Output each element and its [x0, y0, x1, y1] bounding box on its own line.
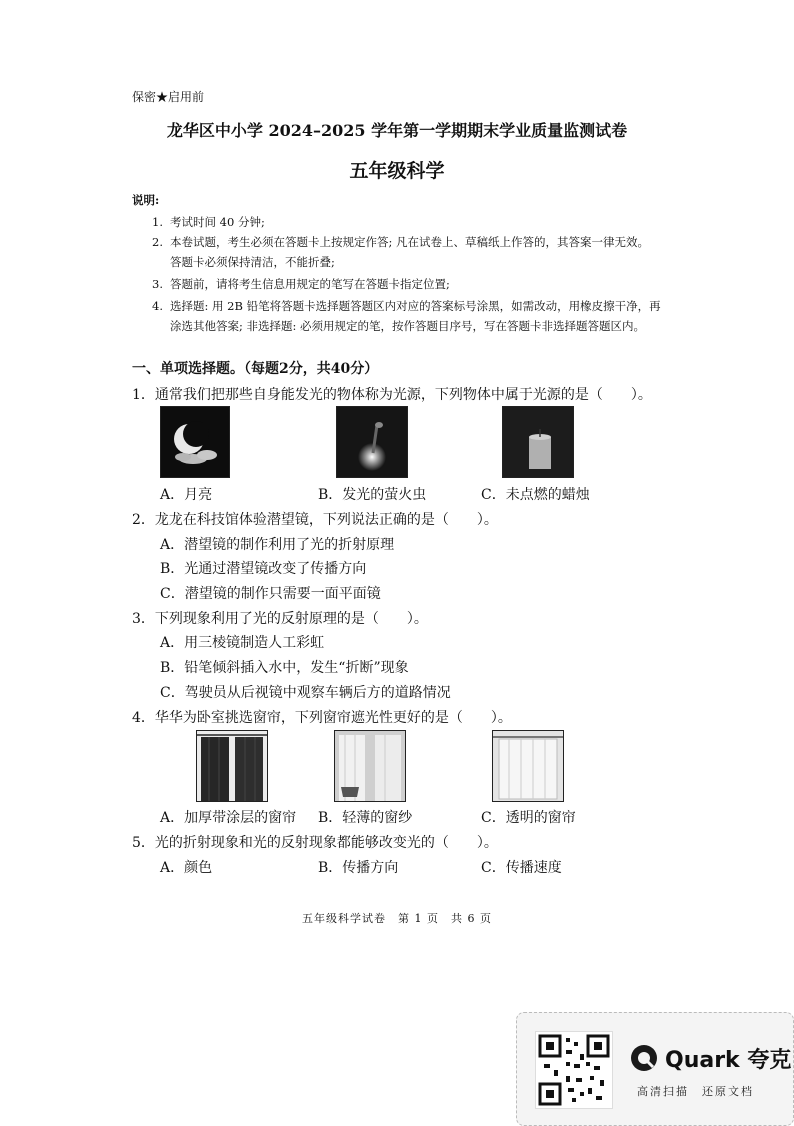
question-1-option-a: A．月亮: [160, 487, 213, 503]
question-3-option-a: A．用三棱镜制造人工彩虹: [160, 635, 325, 651]
instruction-1: [152, 212, 692, 232]
instruction-4: [152, 296, 692, 336]
thick-curtain-image: [196, 730, 268, 802]
firefly-image: [336, 406, 408, 478]
instruction-text: 答题前，请将考生信息用规定的笔写在答题卡指定位置;: [170, 277, 450, 291]
question-4-option-b: B．轻薄的窗纱: [318, 810, 413, 826]
instruction-number: 2.: [152, 235, 163, 249]
question-4-option-a: A．加厚带涂层的窗帘: [160, 810, 297, 826]
question-2-option-b: B．光通过潜望镜改变了传播方向: [160, 561, 367, 577]
question-5-option-a: A．颜色: [160, 860, 213, 876]
exam-title: 龙华区中小学 2024–2025 学年第一学期期末学业质量监测试卷: [166, 121, 628, 140]
quark-logo-icon: [629, 1043, 659, 1073]
instruction-number: 4.: [152, 299, 163, 313]
instruction-number: 1.: [152, 215, 163, 229]
sheer-curtain-image: [334, 730, 406, 802]
instruction-continuation: 涂选其他答案; 非选择题: 必须用规定的笔，按作答题目序号，写在答题卡非选择题答题区内。: [170, 319, 646, 333]
instruction-3: [152, 274, 692, 294]
instruction-number: 3.: [152, 277, 163, 291]
question-4-stem: 4．华华为卧室挑选窗帘，下列窗帘遮光性更好的是（ ）。: [132, 710, 512, 726]
transparent-curtain-image: [492, 730, 564, 802]
question-2-option-c: C．潜望镜的制作只需要一面平面镜: [160, 586, 381, 602]
question-5-option-c: C．传播速度: [481, 860, 562, 876]
question-4-option-c: C．透明的窗帘: [481, 810, 576, 826]
quark-watermark: [516, 1012, 794, 1126]
instruction-text: 选择题: 用 2B 铅笔将答题卡选择题答题区内对应的答案标号涂黑，如需改动，用橡皮擦干净，再: [170, 299, 661, 313]
confidential-label: 保密★启用前: [132, 90, 205, 104]
instruction-2: [152, 232, 692, 272]
exam-subtitle: 五年级科学: [349, 160, 445, 182]
instruction-continuation: 答题卡必须保持清洁，不能折叠;: [170, 255, 335, 269]
quark-brand: Quark 夸克: [665, 1048, 792, 1073]
moon-image: [160, 406, 230, 478]
question-1-option-c: C．未点燃的蜡烛: [481, 487, 590, 503]
question-3-option-b: B．铅笔倾斜插入水中，发生“折断”现象: [160, 660, 409, 676]
question-3-stem: 3．下列现象利用了光的反射原理的是（ ）。: [132, 611, 428, 627]
question-5-option-b: B．传播方向: [318, 860, 399, 876]
qr-code-icon: [535, 1031, 613, 1109]
question-1-stem: 1．通常我们把那些自身能发光的物体称为光源，下列物体中属于光源的是（ ）。: [132, 387, 652, 403]
question-1-option-b: B．发光的萤火虫: [318, 487, 427, 503]
quark-tagline: 高清扫描 还原文档: [637, 1085, 754, 1098]
candle-image: [502, 406, 574, 478]
instruction-text: 考试时间 40 分钟;: [170, 215, 265, 229]
page-footer: 五年级科学试卷 第 1 页 共 6 页: [302, 912, 492, 925]
question-3-option-c: C．驾驶员从后视镜中观察车辆后方的道路情况: [160, 685, 451, 701]
instruction-text: 本卷试题，考生必须在答题卡上按规定作答; 凡在试卷上、草稿纸上作答的，其答案一律无效。: [170, 235, 650, 249]
question-2-option-a: A．潜望镜的制作利用了光的折射原理: [160, 537, 395, 553]
instructions-heading: 说明:: [132, 193, 160, 207]
question-5-stem: 5．光的折射现象和光的反射现象都能够改变光的（ ）。: [132, 835, 498, 851]
question-2-stem: 2．龙龙在科技馆体验潜望镜，下列说法正确的是（ ）。: [132, 512, 498, 528]
section-title: 一、单项选择题。（每题2分，共40分）: [132, 361, 379, 377]
